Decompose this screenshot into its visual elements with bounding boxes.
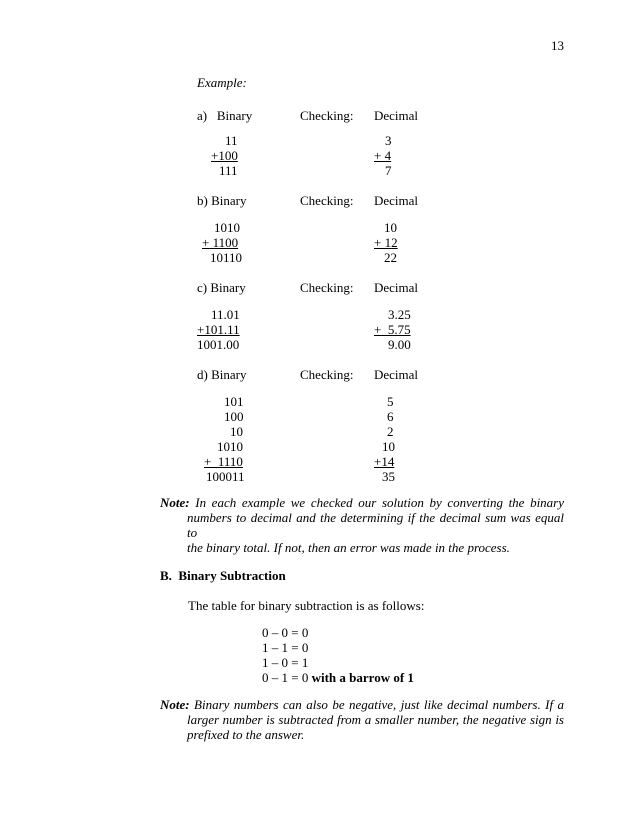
section-d-title: d) Binary xyxy=(197,367,247,382)
section-c-binary-addend-2: +101.11 xyxy=(197,322,240,337)
section-d-binary-line-5: + 1110 xyxy=(204,454,243,469)
section-d-binary-line-1: 101 xyxy=(224,394,244,409)
section-c-binary-addend-1: 11.01 xyxy=(211,307,240,322)
example-heading: Example: xyxy=(197,75,247,90)
section-d-binary-sum: 100011 xyxy=(206,469,245,484)
section-d-decimal-sum: 35 xyxy=(382,469,395,484)
section-d-binary-line-2: 100 xyxy=(224,409,244,424)
subtraction-rule-4-expression: 0 – 1 = 0 xyxy=(262,670,309,685)
section-b-binary-addend-2: + 1100 xyxy=(202,235,239,250)
section-c-binary-sum: 1001.00 xyxy=(197,337,240,352)
note-checking xyxy=(160,495,564,555)
note-label: Note: xyxy=(160,495,190,510)
section-a-binary-addend-2: +100 xyxy=(211,148,238,163)
note-line-1: Binary numbers can also be negative, just like decimal numbers. If a xyxy=(194,697,564,712)
note-line-2: larger number is subtracted from a smaller number, the negative sign is xyxy=(187,712,564,727)
section-b-decimal-addend-1: 10 xyxy=(384,220,397,235)
section-c-checking: Checking: xyxy=(300,280,354,295)
section-a-binary-sum: 111 xyxy=(219,163,238,178)
section-c-title: c) Binary xyxy=(197,280,246,295)
section-a-decimal-addend-2: + 4 xyxy=(374,148,392,163)
section-d-decimal-line-4: 10 xyxy=(382,439,395,454)
note-line-3: prefixed to the answer. xyxy=(187,727,305,742)
subtraction-rule-2: 1 – 1 = 0 xyxy=(262,640,309,655)
section-heading: B. Binary Subtraction xyxy=(160,568,286,583)
section-a-decimal-header: Decimal xyxy=(374,108,419,123)
page-number: 13 xyxy=(551,38,564,53)
note-label: Note: xyxy=(160,697,190,712)
subtraction-intro: The table for binary subtraction is as follows: xyxy=(188,598,425,613)
section-b-binary-sum: 10110 xyxy=(210,250,243,265)
section-a-decimal-addend-1: 3 xyxy=(385,133,392,148)
section-d-decimal-header: Decimal xyxy=(374,367,419,382)
section-b-decimal-header: Decimal xyxy=(374,193,419,208)
borrow-note: with a barrow of 1 xyxy=(308,670,414,685)
section-d-binary-line-3: 10 xyxy=(230,424,243,439)
section-d-decimal-line-3: 2 xyxy=(387,424,394,439)
section-a-checking: Checking: xyxy=(300,108,354,123)
section-a-binary-addend-1: 11 xyxy=(225,133,238,148)
note-line-3: the binary total. If not, then an error was made in the process. xyxy=(187,540,510,555)
note-line-1: In each example we checked our solution by converting the binary xyxy=(195,495,565,510)
section-d-decimal-line-2: 6 xyxy=(387,409,394,424)
subtraction-rule-3: 1 – 0 = 1 xyxy=(262,655,309,670)
note-line-2: numbers to decimal and the determining if the decimal sum was equal to xyxy=(187,510,564,540)
section-b-decimal-addend-2: + 12 xyxy=(374,235,398,250)
section-b-title: b) Binary xyxy=(197,193,247,208)
note-negative xyxy=(160,697,564,742)
subtraction-rule-1: 0 – 0 = 0 xyxy=(262,625,309,640)
subtraction-rule-4 xyxy=(262,670,414,685)
section-a-title: a) Binary xyxy=(197,108,253,123)
section-c-decimal-addend-1: 3.25 xyxy=(388,307,411,322)
section-a-decimal-sum: 7 xyxy=(385,163,392,178)
section-c-decimal-addend-2: + 5.75 xyxy=(374,322,411,337)
section-b-binary-addend-1: 1010 xyxy=(214,220,240,235)
section-c-decimal-sum: 9.00 xyxy=(388,337,411,352)
section-c-decimal-header: Decimal xyxy=(374,280,419,295)
section-b-checking: Checking: xyxy=(300,193,354,208)
section-d-checking: Checking: xyxy=(300,367,354,382)
section-d-binary-line-4: 1010 xyxy=(217,439,243,454)
section-d-decimal-line-5: +14 xyxy=(374,454,395,469)
section-d-decimal-line-1: 5 xyxy=(387,394,394,409)
section-b-decimal-sum: 22 xyxy=(384,250,397,265)
